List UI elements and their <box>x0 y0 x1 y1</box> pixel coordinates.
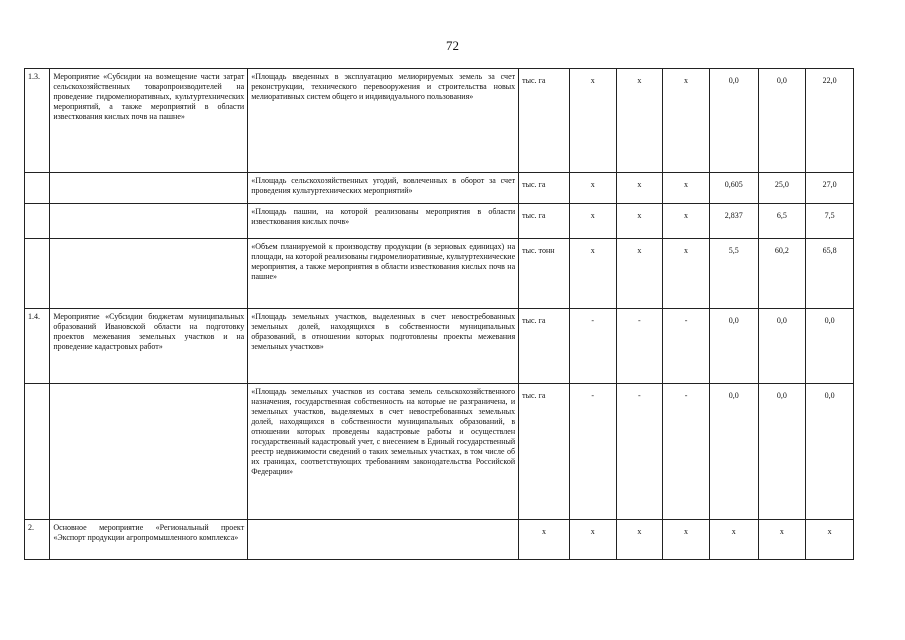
unit: тыс. га <box>519 384 570 520</box>
value-6: 22,0 <box>806 69 854 173</box>
table-row <box>25 173 854 204</box>
value-2: x <box>616 520 663 560</box>
unit: тыс. га <box>519 309 570 384</box>
unit: тыс. тонн <box>519 239 570 309</box>
row-number: 2. <box>25 520 50 560</box>
value-2: x <box>616 239 663 309</box>
value-1: x <box>569 204 616 239</box>
page-number: 72 <box>446 38 459 53</box>
value-2: x <box>616 173 663 204</box>
unit: тыс. га <box>519 204 570 239</box>
value-3: x <box>663 173 710 204</box>
indicator-name: «Объем планируемой к производству продукции (в зерновых единицах) на площади, на которой реализованы гидромелиоративные, культуртехнические мероприятия, а также мероприятия в области известкования кислых почв на пашне» <box>248 239 519 309</box>
measure-name <box>50 204 248 239</box>
table-row <box>25 309 854 384</box>
value-4: 0,0 <box>709 384 758 520</box>
value-3: x <box>663 204 710 239</box>
value-3: - <box>663 309 710 384</box>
value-6: x <box>806 520 854 560</box>
value-3: x <box>663 520 710 560</box>
value-1: x <box>569 173 616 204</box>
value-4: x <box>709 520 758 560</box>
unit: тыс. га <box>519 173 570 204</box>
value-5: 0,0 <box>758 69 806 173</box>
measure-name: Мероприятие «Субсидии на возмещение части затрат сельскохозяйственных товаропроизводителей на проведение гидромелиоративных, культуртехнических мероприятий, а также мероприятий в области известкования кислых почв на пашне» <box>50 69 248 173</box>
value-3: x <box>663 69 710 173</box>
table-row <box>25 239 854 309</box>
table-row <box>25 204 854 239</box>
value-2: - <box>616 309 663 384</box>
value-6: 65,8 <box>806 239 854 309</box>
measure-name <box>50 173 248 204</box>
table-row <box>25 520 854 560</box>
value-2: - <box>616 384 663 520</box>
value-4: 2,837 <box>709 204 758 239</box>
value-2: x <box>616 204 663 239</box>
indicator-name: «Площадь пашни, на которой реализованы мероприятия в области известкования кислых почв» <box>248 204 519 239</box>
value-6: 27,0 <box>806 173 854 204</box>
value-5: 25,0 <box>758 173 806 204</box>
row-number <box>25 384 50 520</box>
row-number <box>25 173 50 204</box>
value-4: 0,605 <box>709 173 758 204</box>
value-6: 0,0 <box>806 384 854 520</box>
value-5: 6,5 <box>758 204 806 239</box>
value-1: x <box>569 520 616 560</box>
value-1: - <box>569 384 616 520</box>
value-3: x <box>663 239 710 309</box>
table-row <box>25 384 854 520</box>
value-4: 5,5 <box>709 239 758 309</box>
row-number <box>25 239 50 309</box>
value-5: 0,0 <box>758 309 806 384</box>
row-number: 1.3. <box>25 69 50 173</box>
value-1: - <box>569 309 616 384</box>
value-5: 60,2 <box>758 239 806 309</box>
indicator-name: «Площадь введенных в эксплуатацию мелиорируемых земель за счет реконструкции, технического перевооружения и строительства новых мелиоративных систем общего и индивидуального пользования» <box>248 69 519 173</box>
value-1: x <box>569 69 616 173</box>
value-6: 0,0 <box>806 309 854 384</box>
value-1: x <box>569 239 616 309</box>
value-5: 0,0 <box>758 384 806 520</box>
unit: x <box>519 520 570 560</box>
indicator-name: «Площадь земельных участков, выделенных в счет невостребованных земельных долей, находящихся в собственности муниципальных образований, в отношении которых подготовлены проекты межевания земельных участков» <box>248 309 519 384</box>
indicator-name <box>248 520 519 560</box>
value-2: x <box>616 69 663 173</box>
table-row <box>25 69 854 173</box>
measure-name <box>50 239 248 309</box>
indicator-name: «Площадь сельскохозяйственных угодий, вовлеченных в оборот за счет проведения культуртехнических мероприятий» <box>248 173 519 204</box>
indicator-name: «Площадь земельных участков из состава земель сельскохозяйственного назначения, государственная собственность на которые не разграничена, и земельных участков, выделяемых в счет невостребованных земельных долей, находящихся в собственности муниципальных образований, в отношении которых проведены кадастровые работы и осуществлен государственный кадастровый учет, с внесением в Единый государственный реестр недвижимости сведений о таких земельных участках, в том числе об их границах, соответствующих требованиям законодательства Российской Федерации» <box>248 384 519 520</box>
value-3: - <box>663 384 710 520</box>
value-5: x <box>758 520 806 560</box>
value-4: 0,0 <box>709 309 758 384</box>
measures-table <box>24 68 854 560</box>
row-number <box>25 204 50 239</box>
measure-name: Мероприятие «Субсидии бюджетам муниципальных образований Ивановской области на подготовку проектов межевания земельных участков и на проведение кадастровых работ» <box>50 309 248 384</box>
value-4: 0,0 <box>709 69 758 173</box>
unit: тыс. га <box>519 69 570 173</box>
value-6: 7,5 <box>806 204 854 239</box>
measure-name: Основное мероприятие «Региональный проект «Экспорт продукции агропромышленного комплекса» <box>50 520 248 560</box>
row-number: 1.4. <box>25 309 50 384</box>
measure-name <box>50 384 248 520</box>
